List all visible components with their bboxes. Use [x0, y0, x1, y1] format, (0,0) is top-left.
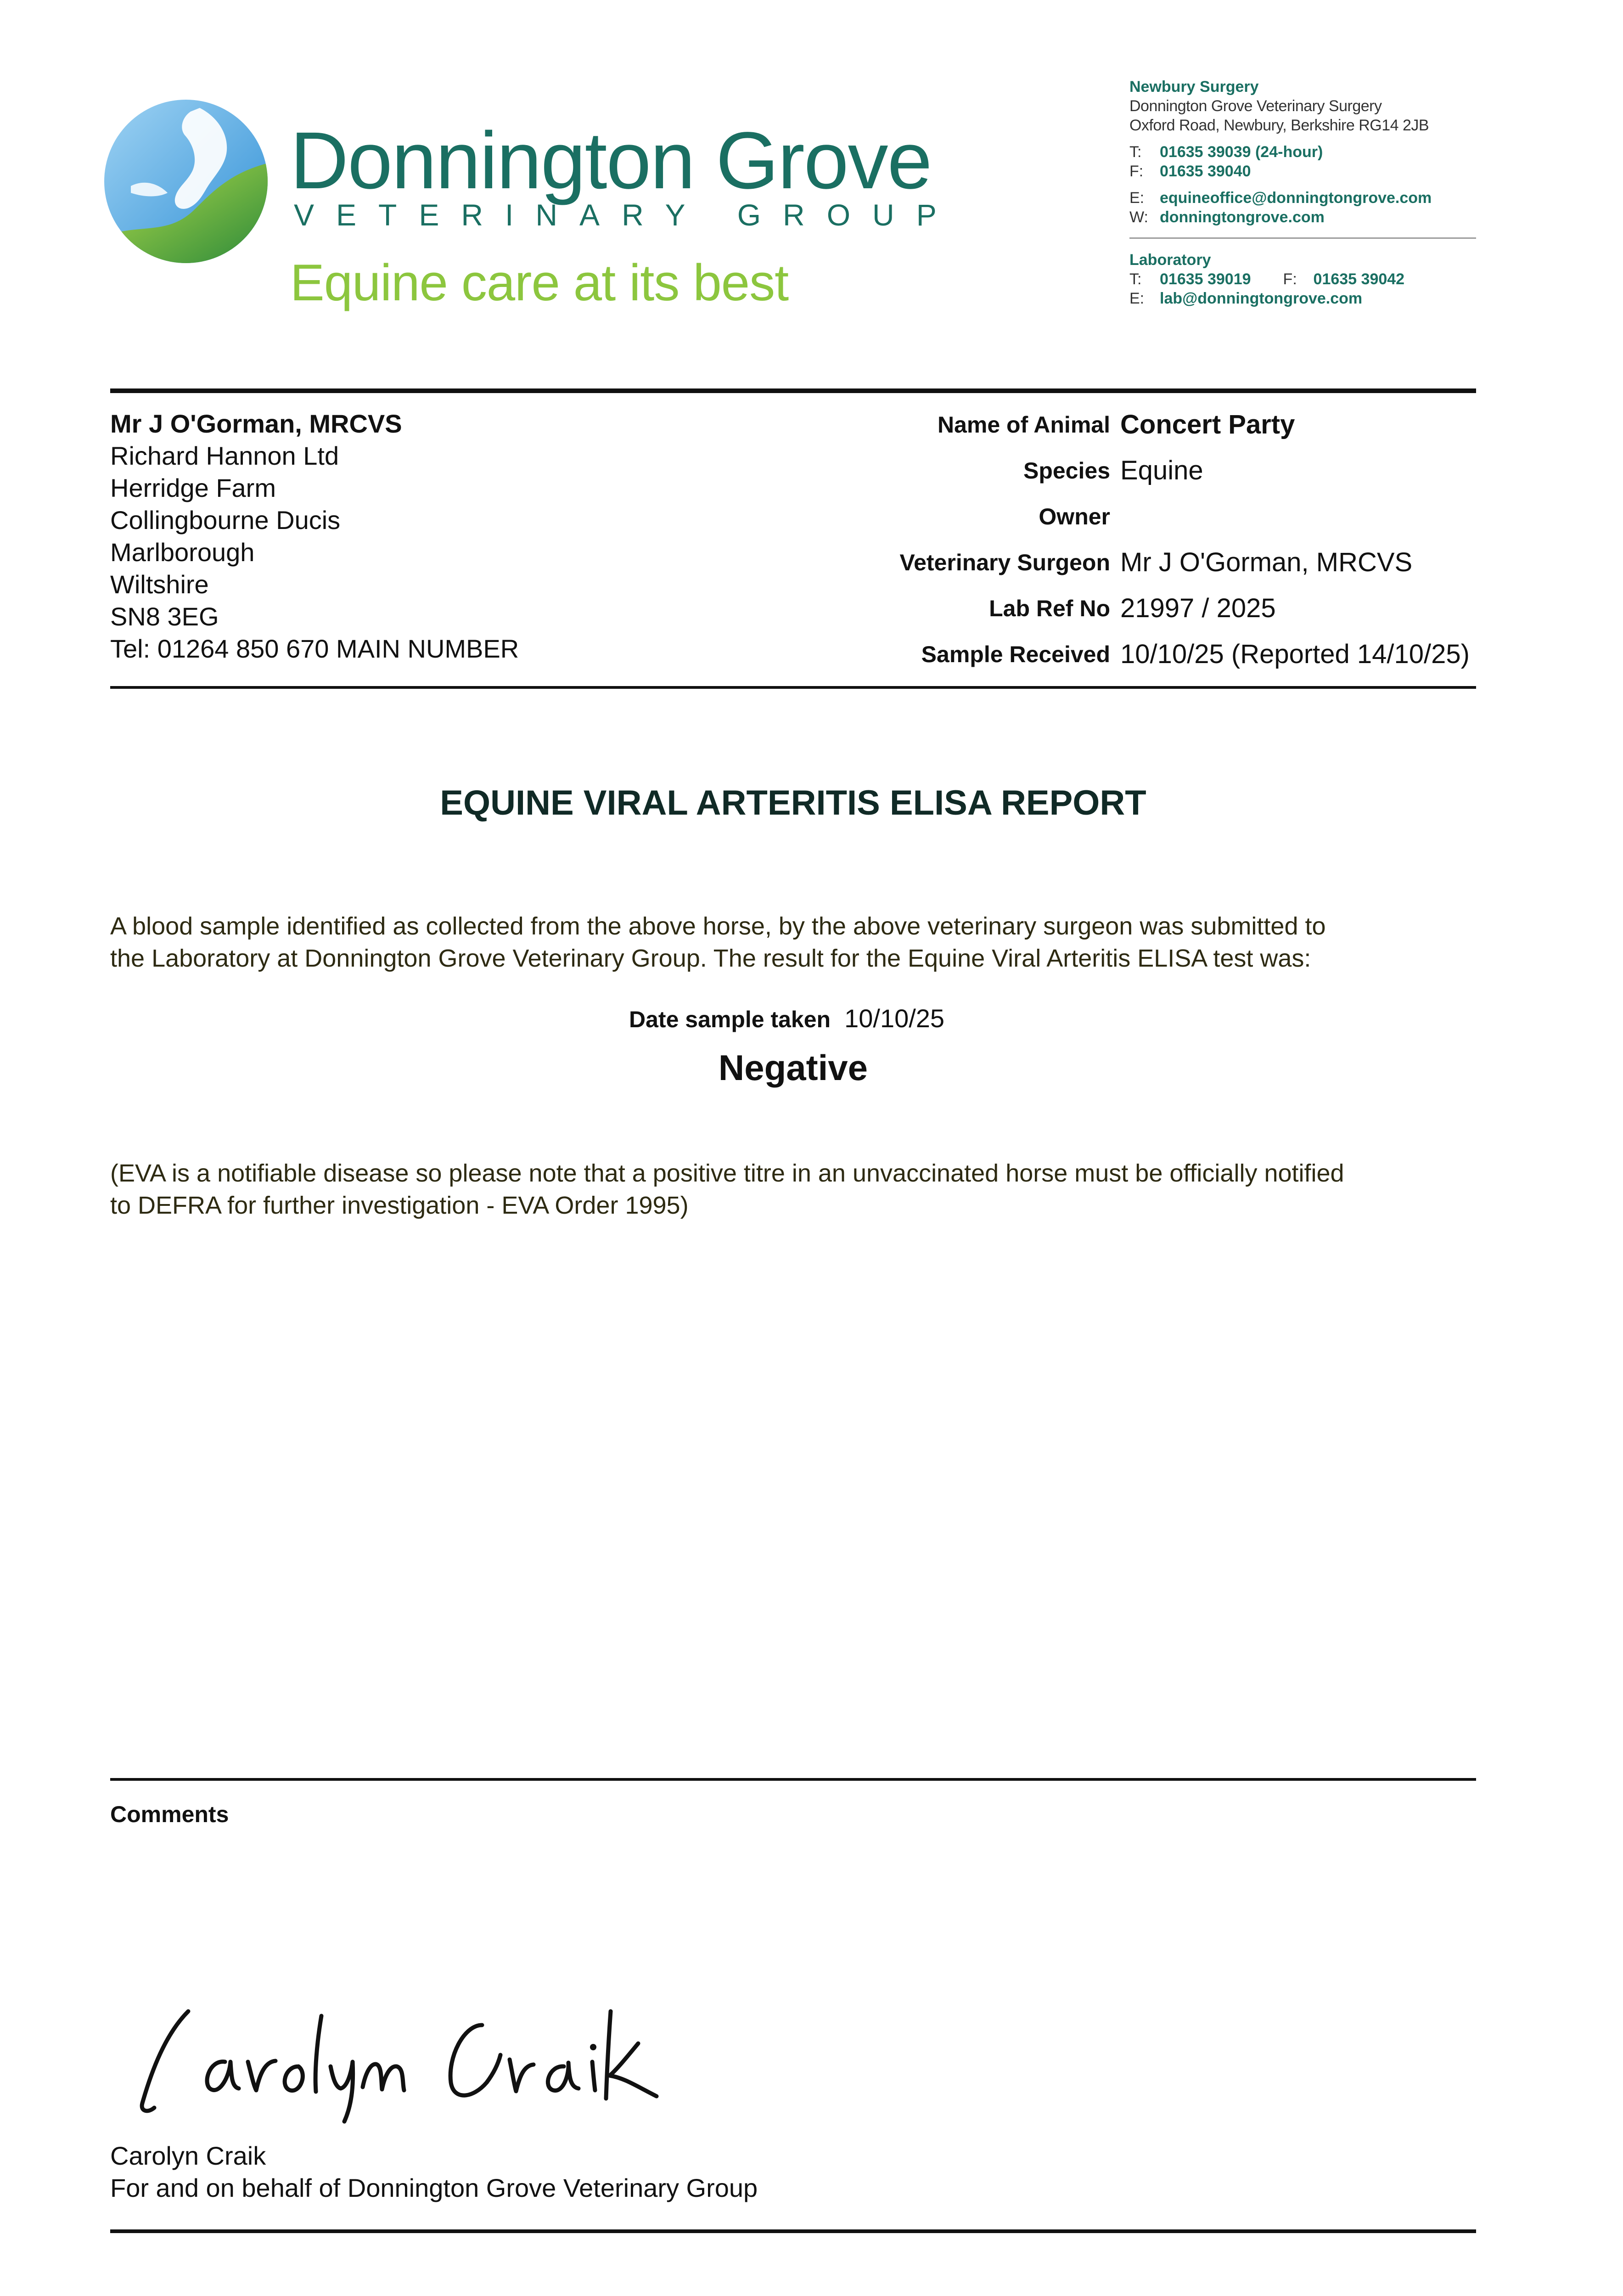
- surgery-phone: [1129, 142, 1323, 181]
- web-label: W:: [1129, 208, 1148, 226]
- animal-label: Name of Animal: [937, 412, 1110, 438]
- date-label: Date sample taken: [629, 1007, 831, 1032]
- surgery-contact: [1129, 77, 1429, 135]
- address-line: Collingbourne Ducis: [110, 506, 341, 535]
- website-link[interactable]: donningtongrove.com: [1160, 208, 1325, 226]
- test-result: Negative: [718, 1047, 868, 1088]
- intro-line: A blood sample identified as collected from the above horse, by the above veterinary surgeon was submitted to: [110, 912, 1326, 940]
- lab-email-link[interactable]: lab@donningtongrove.com: [1160, 290, 1363, 307]
- note-line: (EVA is a notifiable disease so please note that a positive titre in an unvaccinated horse must be officially notified: [110, 1159, 1344, 1187]
- detail-row-received: [826, 641, 1483, 687]
- intro-line: the Laboratory at Donnington Grove Veterinary Group. The result for the Equine Viral Arteritis ELISA test was:: [110, 945, 1311, 972]
- comments-label: Comments: [110, 1801, 229, 1827]
- contact-divider: [1129, 237, 1476, 239]
- address-block: [110, 408, 519, 665]
- intro-paragraph: [110, 910, 1476, 974]
- lab-tel-label: T:: [1129, 270, 1142, 288]
- top-rule: [110, 388, 1476, 393]
- detail-row-labref: [826, 595, 1483, 641]
- email-label: E:: [1129, 189, 1145, 207]
- surgery-online: [1129, 188, 1432, 227]
- note-line: to DEFRA for further investigation - EVA Order 1995): [110, 1192, 689, 1219]
- lab-fax-value: 01635 39042: [1313, 270, 1405, 288]
- address-line: Mr J O'Gorman, MRCVS: [110, 409, 402, 438]
- detail-row-vet: [826, 549, 1483, 595]
- owner-label: Owner: [1039, 504, 1110, 529]
- labref-value: 21997 / 2025: [1120, 593, 1276, 623]
- species-label: Species: [1023, 458, 1110, 484]
- labref-label: Lab Ref No: [989, 596, 1110, 621]
- species-value: Equine: [1120, 456, 1203, 485]
- address-line: Herridge Farm: [110, 473, 276, 502]
- report-title: EQUINE VIRAL ARTERITIS ELISA REPORT: [440, 783, 1146, 822]
- tel-label: T:: [1129, 143, 1142, 161]
- brand-tagline: Equine care at its best: [290, 254, 789, 311]
- brand-group: VETERINARY GROUP: [294, 198, 959, 232]
- surgery-title: Newbury Surgery: [1129, 78, 1259, 96]
- address-line: Marlborough: [110, 538, 255, 567]
- lab-fax-label: F:: [1283, 270, 1297, 288]
- detail-row-species: [826, 457, 1483, 503]
- address-line: SN8 3EG: [110, 602, 219, 631]
- brand-name: Donnington Grove: [290, 116, 932, 206]
- surgery-line2: Oxford Road, Newbury, Berkshire RG14 2JB: [1129, 117, 1429, 134]
- address-line: Richard Hannon Ltd: [110, 441, 339, 470]
- detail-row-owner: [826, 503, 1483, 549]
- vet-value: Mr J O'Gorman, MRCVS: [1120, 547, 1413, 577]
- signatory-name: Carolyn Craik: [110, 2141, 266, 2170]
- detail-row-animal: [826, 411, 1483, 457]
- comments-rule: [110, 1778, 1476, 1781]
- lab-tel-value[interactable]: 01635 39019: [1160, 270, 1251, 288]
- lab-email-label: E:: [1129, 290, 1145, 307]
- logo-mark-icon: [103, 99, 269, 264]
- date-value: 10/10/25: [844, 1004, 945, 1033]
- surgery-line1: Donnington Grove Veterinary Surgery: [1129, 97, 1382, 115]
- tel-value[interactable]: 01635 39039 (24-hour): [1160, 143, 1323, 161]
- address-line: Tel: 01264 850 670 MAIN NUMBER: [110, 634, 519, 663]
- fax-value: 01635 39040: [1160, 163, 1251, 180]
- animal-value: Concert Party: [1120, 410, 1295, 439]
- bottom-rule: [110, 2229, 1476, 2233]
- email-link[interactable]: equineoffice@donningtongrove.com: [1160, 189, 1432, 207]
- lab-contact: [1129, 250, 1404, 308]
- details-rule: [110, 686, 1476, 689]
- signatory-behalf: For and on behalf of Donnington Grove Veterinary Group: [110, 2173, 758, 2202]
- notifiable-note: [110, 1157, 1476, 1221]
- received-value: 10/10/25 (Reported 14/10/25): [1120, 639, 1470, 669]
- date-sample-taken: [629, 1003, 944, 1033]
- handwritten-signature: [124, 1993, 712, 2126]
- fax-label: F:: [1129, 163, 1144, 180]
- address-line: Wiltshire: [110, 570, 209, 599]
- vet-label: Veterinary Surgeon: [899, 550, 1110, 575]
- signatory: [110, 2140, 758, 2204]
- received-label: Sample Received: [921, 642, 1110, 667]
- lab-title: Laboratory: [1129, 251, 1211, 269]
